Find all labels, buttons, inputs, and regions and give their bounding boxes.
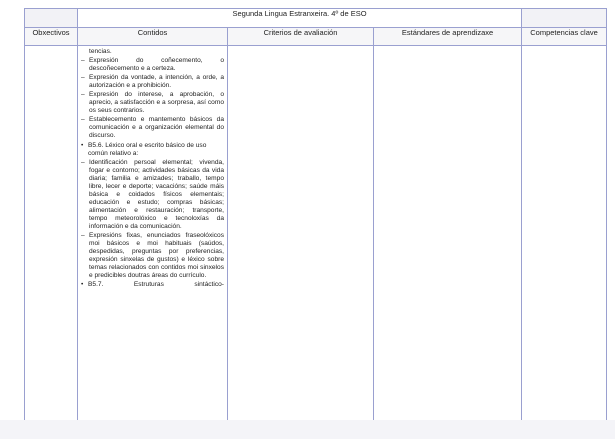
- title-empty-cell: [25, 9, 78, 28]
- header-row: [25, 28, 607, 46]
- bullet-item-line: [88, 281, 224, 289]
- list-item: – Expresión do coñecemento, o descoñecemento e a certeza.: [81, 57, 224, 73]
- title-row: [25, 9, 607, 28]
- list-item: – Establecemento e mantemento básicos da comunicación e a organización elemental do discurso.: [81, 116, 224, 140]
- list-item: – Expresión da vontade, a intención, a orde, a autorización e a prohibición.: [81, 74, 224, 90]
- table-title: Segunda Lingua Estranxeira. 4º de ESO: [78, 9, 522, 28]
- bottom-band: [0, 420, 615, 439]
- bullet-code: • B5.7.: [88, 281, 104, 289]
- title-empty-cell-right: [522, 9, 607, 28]
- contents-list: [81, 48, 224, 289]
- standards-cell: [374, 46, 522, 424]
- bullet-item: [81, 281, 224, 289]
- bullet-word: sintáctico-: [194, 281, 224, 289]
- list-item: tencias.: [89, 48, 112, 55]
- header-standards: Estándares de aprendizaxe: [374, 28, 522, 46]
- objectives-cell: [25, 46, 78, 424]
- list-item: – Identificación persoal elemental; vivenda, fogar e contorno; actividades básicas da vida diaria; familia e amizades; traballo, tempo libre, lecer e deporte; vacacións; saúde máis básica e coidados físicos elementais; educación e estudo; compras básicas; alimentación e restauración; transporte, tempo meteorolóxico e tecnoloxías da información e da comunicación.: [81, 159, 224, 231]
- list-item: – Expresións fixas, enunciados fraseolóxicos moi básicos e moi habituais (saúdos, despedidas, preguntas por preferencias, expresión sinxelas de gustos) e léxico sobre temas relacionados con contidos moi sinxelos e predicibles doutras áreas do currículo.: [81, 232, 224, 280]
- header-objectives: Obxectivos: [25, 28, 78, 46]
- header-contents: Contidos: [78, 28, 228, 46]
- body-row: [25, 46, 607, 424]
- bullet-item: • B5.6. Léxico oral e escrito básico de uso común relativo a:: [81, 142, 224, 158]
- header-competences: Competencias clave: [522, 28, 607, 46]
- curriculum-table: [24, 8, 607, 424]
- bullet-word: Estruturas: [133, 281, 164, 289]
- contents-cell: [78, 46, 228, 424]
- list-item: – Expresión do interese, a aprobación, o aprecio, a satisfacción e a sorpresa, así como os seus contrarios.: [81, 91, 224, 115]
- competences-cell: [522, 46, 607, 424]
- criteria-cell: [228, 46, 374, 424]
- header-criteria: Criterios de avaliación: [228, 28, 374, 46]
